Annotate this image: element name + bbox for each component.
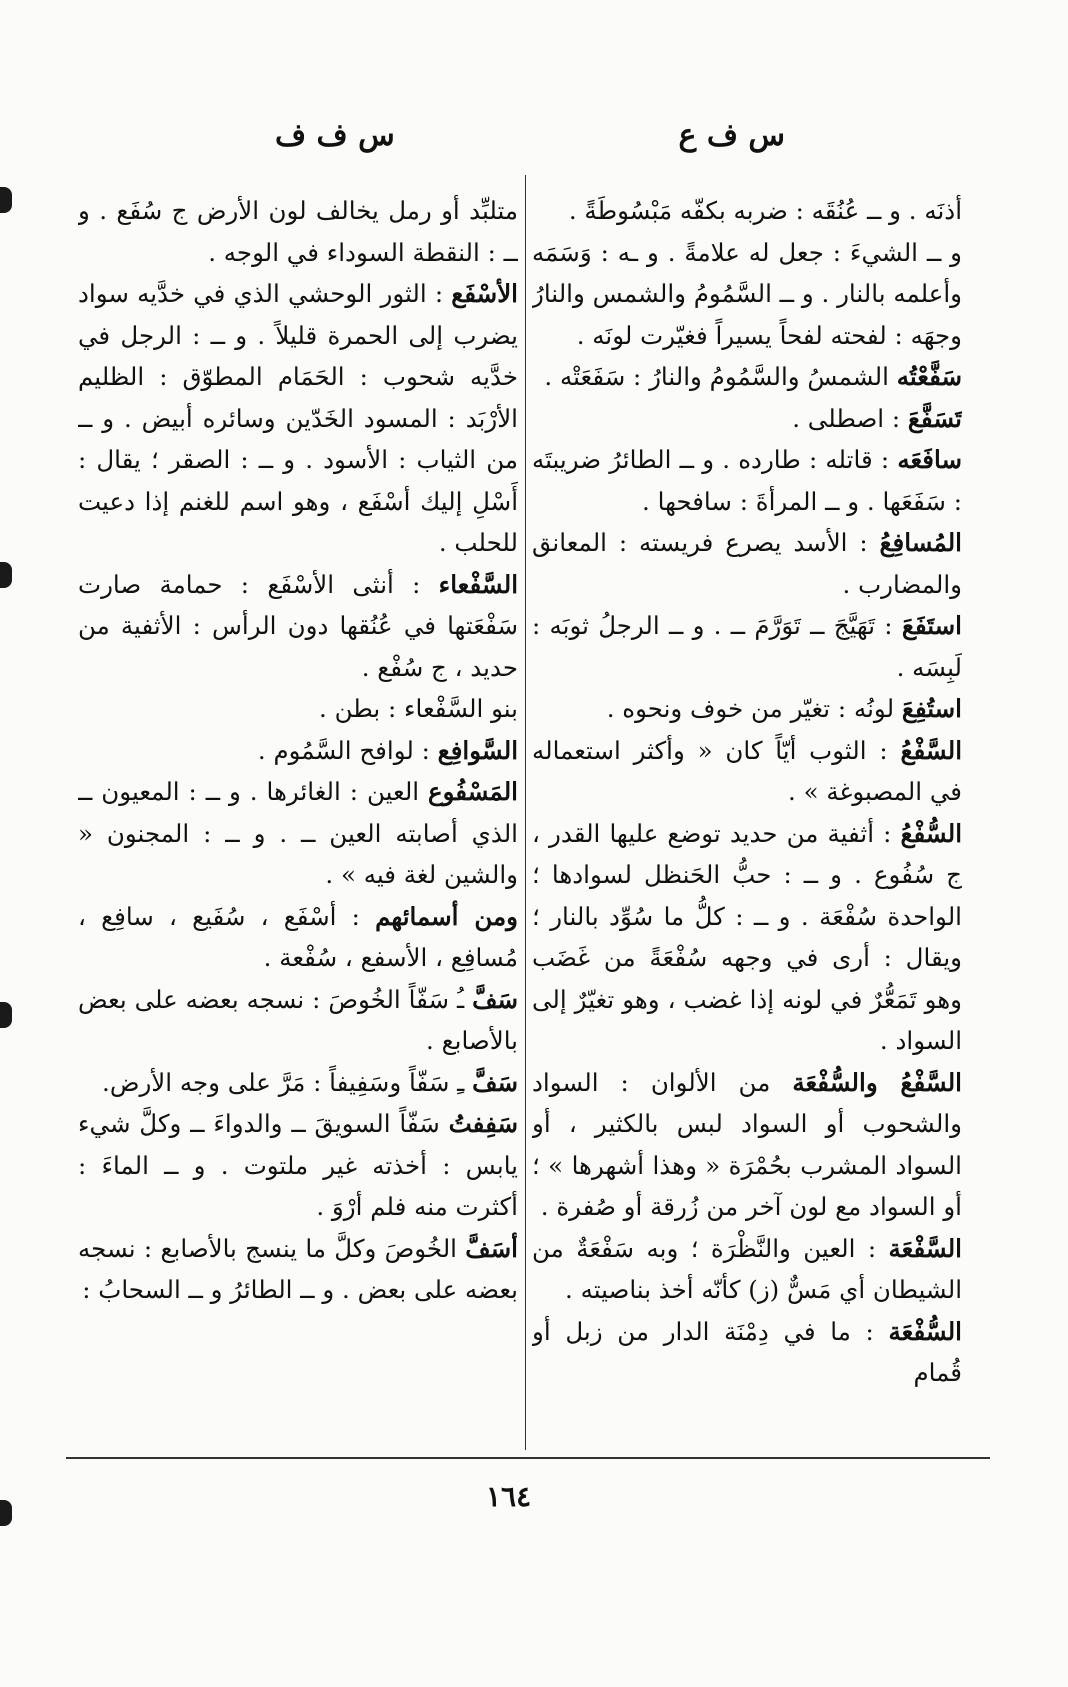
entry-definition: : الأسد يصرع فريسته : المعانق والمضارب . xyxy=(532,528,962,599)
entry-definition: : العين والنَّظْرَة ؛ وبه سَفْعَةٌ من الشيطان أي مَسٌّ (ز) كأنّه أخذ بناصيته . xyxy=(532,1233,962,1304)
entry-headword: تَسَفَّعَ xyxy=(907,403,962,433)
entry-definition: سَفّاً السويقَ ــ والدواءَ ــ وكلَّ شيء يابس : أخذته غير ملتوت . و ــ الماءَ : أكثرت منه فلم أرْوَ . xyxy=(78,1109,518,1221)
entry-definition: : الثوب أيّاً كان « وأكثر استعماله في المصبوغة » . xyxy=(532,735,962,806)
entry-definition: : أسْفَع ، سُفَيع ، سافِع ، مُسافِع ، الأسفع ، سُفْعة . xyxy=(78,901,518,972)
entry-headword: السَّفْعُ والسُّفْعَة xyxy=(792,1067,962,1097)
entry-definition: : أنثى الأسْفَع : حمامة صارت سَفْعَتها في عُنُقها دون الرأس : الأثفية من حديد ، ج سُفْع . xyxy=(78,569,518,682)
entry-definition: : الثور الوحشي الذي في خدَّيه سواد يضرب إلى الحمرة قليلاً . و ــ : الرجل في خدَّيه شحوب : الحَمَام المطوّق : الظليم الأرْبَد : المسود الخَدّين وسائره أبيض . و ــ من الثياب : الأسود . و ــ : الصقر ؛ يقال : أَسْلِ إليك أسْفَع ، وهو اسم للغنم إذا دعيت للحلب . xyxy=(78,279,518,557)
entry-definition: أذنَه . و ــ عُنُقَه : ضربه بكفّه مَبْسُوطَةً . xyxy=(568,196,962,225)
entry-headword: السَّفْعَة xyxy=(888,1233,962,1263)
entry-definition: بنو السَّفْعاء : بطن . xyxy=(319,694,518,723)
header-root-right: س ف ع xyxy=(678,118,785,153)
dictionary-entry xyxy=(532,813,962,1062)
entry-definition: من الألوان : السواد والشحوب أو السواد لبس بالكثير ، أو السواد المشرب بحُمْرَة « وهذا أشهرها » ؛ أو السواد مع لون آخر من زُرقة أو صُفرة . xyxy=(532,1067,962,1221)
dictionary-entry xyxy=(532,1062,962,1228)
dictionary-entry xyxy=(532,356,962,398)
header-root-left: س ف ف xyxy=(275,118,395,153)
entry-definition: العين : الغائرها . و ــ : المعيون ــ الذي أصابته العين ــ . و ــ : المجنون « والشين لغة فيه » . xyxy=(78,777,518,889)
column-divider xyxy=(525,175,526,1450)
dictionary-entry xyxy=(78,979,518,1062)
dictionary-entry xyxy=(532,398,962,440)
entry-headword: السَّفْعُ xyxy=(900,735,962,765)
dictionary-entry xyxy=(532,730,962,813)
entry-headword: السُّفْعَة xyxy=(888,1316,962,1346)
dictionary-entry xyxy=(532,605,962,688)
entry-headword: سَفَّ xyxy=(472,984,518,1014)
left-column xyxy=(78,190,518,1445)
entry-definition: الخُوصَ وكلَّ ما ينسج بالأصابع : نسجه بعضه على بعض . و ــ الطائرُ و ــ السحابُ : xyxy=(78,1233,518,1304)
entry-definition: : ما في دِمْنَة الدار من زبل أو قُمام xyxy=(532,1316,962,1387)
dictionary-entry xyxy=(78,273,518,564)
dictionary-entry xyxy=(532,232,962,357)
dictionary-entry xyxy=(78,1103,518,1228)
binding-mark xyxy=(0,1002,12,1028)
entry-definition: ـُ سَفّاً الخُوصَ : نسجه بعضه على بعض بالأصابع . xyxy=(78,984,518,1055)
footer-rule xyxy=(66,1457,990,1459)
dictionary-entry xyxy=(78,1228,518,1311)
dictionary-entry xyxy=(78,688,518,730)
entry-headword: استُفِعَ xyxy=(901,694,962,723)
entry-definition: لونُه : تغيّر من خوف ونحوه . xyxy=(606,694,902,723)
entry-headword: سَفَّعْتُه xyxy=(896,362,962,391)
entry-headword: سَفَّ xyxy=(472,1067,518,1097)
entry-definition: : قاتله : طارده . و ــ الطائرُ ضريبتَه : سَفَعَها . و ــ المرأةَ : سافحها . xyxy=(532,445,962,516)
dictionary-entry xyxy=(532,190,962,232)
page-number: ١٦٤ xyxy=(486,1480,532,1513)
dictionary-entry xyxy=(78,771,518,896)
dictionary-entry xyxy=(532,1311,962,1394)
binding-mark xyxy=(0,562,12,588)
entry-definition: : اصطلى . xyxy=(792,403,908,433)
entry-headword: الأسْفَع xyxy=(451,279,518,308)
entry-definition: : لوافح السَّمُوم . xyxy=(257,735,438,765)
dictionary-entry xyxy=(532,522,962,605)
dictionary-entry xyxy=(532,1228,962,1311)
dictionary-entry xyxy=(532,439,962,522)
entry-definition: : تَهَيَّجَ ــ تَوَرَّمَ ــ . و ــ الرجلُ ثوبَه : لَبِسَه . xyxy=(532,611,962,682)
entry-headword: أسَفَّ xyxy=(465,1233,518,1263)
entry-headword: السُّفْعُ xyxy=(900,818,962,848)
entry-headword: سافَعَه xyxy=(897,445,962,474)
entry-headword: استَفَعَ xyxy=(901,611,962,640)
entry-definition: : أثفية من حديد توضع عليها القدر ، ج سُفُوع . و ــ : حبُّ الحَنظل لسوادها ؛ الواحدة سُفْعَة . و ــ : كلُّ ما سُوِّد بالنار ؛ ويقال : أرى في وجهه سُفْعَةً من غَضَب وهو تَمَعُّرٌ في لونه إذا غضب ، وهو تغيّرٌ إلى السواد . xyxy=(532,818,962,1055)
binding-mark xyxy=(0,187,12,213)
entry-headword: السَّوافِع xyxy=(437,735,518,765)
dictionary-entry xyxy=(78,190,518,273)
entry-headword: السَّفْعاء xyxy=(438,569,518,599)
binding-mark xyxy=(0,1500,12,1526)
entry-definition: و ــ الشيءَ : جعل له علامةً . و ـه : وَسَمَه وأعلمه بالنار . و ــ السَّمُومُ والشمس والنارُ وجهَه : لفحته لفحاً يسيراً فغيّرت لونَه . xyxy=(532,237,962,350)
entry-definition: متلبِّد أو رمل يخالف لون الأرض ج سُفَع . و ــ : النقطة السوداء في الوجه . xyxy=(78,196,518,267)
page-header xyxy=(60,118,990,168)
entry-headword: ومن أسمائهم xyxy=(375,901,518,931)
dictionary-entry xyxy=(78,896,518,979)
entry-definition: الشمسُ والسَّمُومُ والنارُ : سَفَعَتْه . xyxy=(544,362,897,391)
right-column xyxy=(532,190,962,1445)
dictionary-entry xyxy=(78,1062,518,1104)
entry-headword: سَفِفتُ xyxy=(448,1109,518,1138)
entry-definition: ـِ سَفّاً وسَفِيفاً : مَرَّ على وجه الأرض. xyxy=(102,1067,473,1097)
dictionary-entry xyxy=(78,564,518,689)
dictionary-entry xyxy=(78,730,518,772)
dictionary-entry xyxy=(532,688,962,730)
entry-headword: المُسافِعُ xyxy=(879,528,962,557)
entry-headword: المَسْفُوع xyxy=(428,777,518,806)
